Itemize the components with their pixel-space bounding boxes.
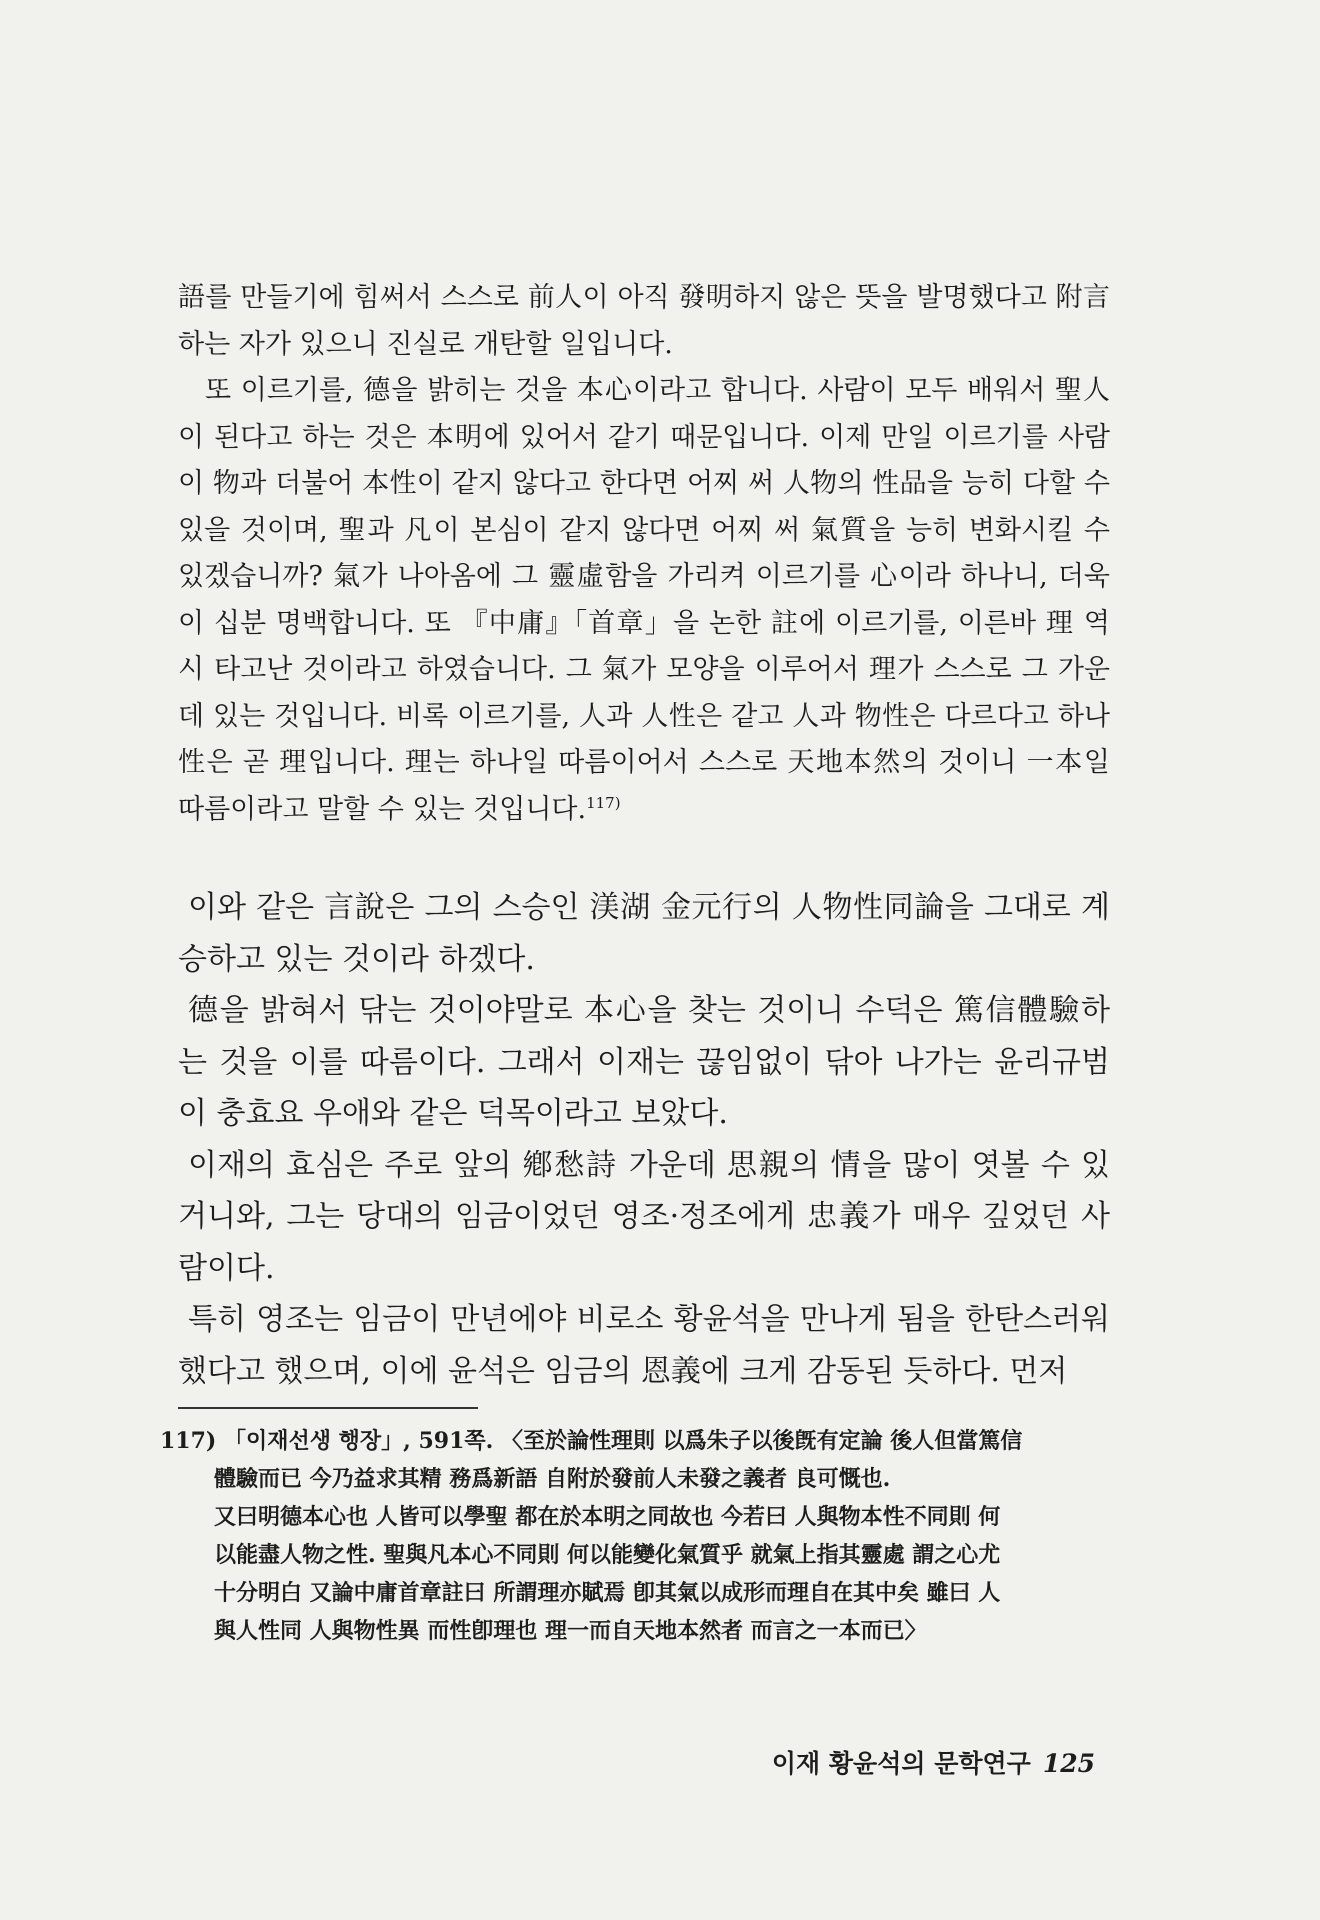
footnote-line-5: 十分明白 又論中庸首章註曰 所謂理亦賦焉 卽其氣以成形而理自在其中矣 雖曰 人 — [214, 1580, 1001, 1606]
footer-title: 이재 황윤석의 문학연구 — [771, 1749, 1031, 1778]
block-quote — [178, 275, 1110, 833]
footnote-line-3: 又曰明德本心也 人皆可以學聖 都在於本明之同故也 今若曰 人與物本性不同則 何 — [214, 1504, 1001, 1530]
footnote-line-4: 以能盡人物之性. 聖與凡本心不同則 何以能變化氣質乎 就氣上指其靈處 謂之心尤 — [214, 1542, 1001, 1568]
body-paragraph-2: 德을 밝혀서 닦는 것이야말로 本心을 찾는 것이니 수덕은 篤信體驗하는 것을 이를 따름이다. 그래서 이재는 끊임없이 닦아 나가는 윤리규범이 충효요 우애와 같은 덕목이라고 보았다. — [178, 993, 1110, 1131]
footnote — [160, 1422, 1110, 1650]
footnote-divider — [178, 1407, 478, 1409]
body-paragraph-3: 이재의 효심은 주로 앞의 鄕愁詩 가운데 思親의 情을 많이 엿볼 수 있거니와, 그는 당대의 임금이었던 영조·정조에게 忠義가 매우 깊었던 사람이다. — [178, 1147, 1110, 1286]
quote-paragraph-2-text: 또 이르기를, 德을 밝히는 것을 本心이라고 합니다. 사람이 모두 배워서 聖人이 된다고 하는 것은 本明에 있어서 같기 때문입니다. 이제 만일 이르기를 사람이 物과 더불어 本性이 같지 않다고 한다면 어찌 써 人物의 性品을 능히 다할 수 있을 것이며, 聖과 凡이 본심이 같지 않다면 어찌 써 氣質을 능히 변화시킬 수 있겠습니까? 氣가 나아옴에 그 靈虛함을 가리켜 이르기를 心이라 하나니, 더욱이 십분 명백합니다. 또 『中庸』「首章」을 논한 註에 이르기를, 이른바 理 역시 타고난 것이라고 하였습니다. 그 氣가 모양을 이루어서 理가 스스로 그 가운데 있는 것입니다. 비록 이르기를, 人과 人性은 같고 人과 物性은 다르다고 하나 性은 곧 理입니다. 理는 하나일 따름이어서 스스로 天地本然의 것이니 一本일 따름이라고 말할 수 있는 것입니다. — [178, 375, 1110, 825]
footnote-line-2: 體驗而已 今乃益求其精 務爲新語 自附於發前人未發之義者 良可慨也. — [214, 1466, 891, 1492]
footnote-line-1: 117) 「이재선생 행장」, 591쪽. 〈至於論性理則 以爲朱子以後旣有定論 後人但當篤信 — [160, 1428, 1023, 1454]
body-paragraph-1: 이와 같은 言說은 그의 스승인 渼湖 金元行의 人物性同論을 그대로 계승하고 있는 것이라 하겠다. — [178, 890, 1110, 977]
body-paragraph-4: 특히 영조는 임금이 만년에야 비로소 황윤석을 만나게 됨을 한탄스러워했다고 했으며, 이에 윤석은 임금의 恩義에 크게 감동된 듯하다. 먼저 — [178, 1302, 1110, 1389]
footnote-reference[interactable]: 117) — [586, 793, 621, 812]
footnote-line-6: 與人性同 人與物性異 而性卽理也 理一而自天地本然者 而言之一本而已〉 — [214, 1618, 927, 1644]
page-number: 125 — [1042, 1749, 1095, 1778]
quote-paragraph-2 — [178, 368, 1110, 833]
body-text — [178, 882, 1110, 1397]
running-footer — [772, 1744, 1095, 1780]
quote-paragraph-1: 語를 만들기에 힘써서 스스로 前人이 아직 發明하지 않은 뜻을 발명했다고 附言하는 자가 있으니 진실로 개탄할 일입니다. — [178, 282, 1110, 360]
